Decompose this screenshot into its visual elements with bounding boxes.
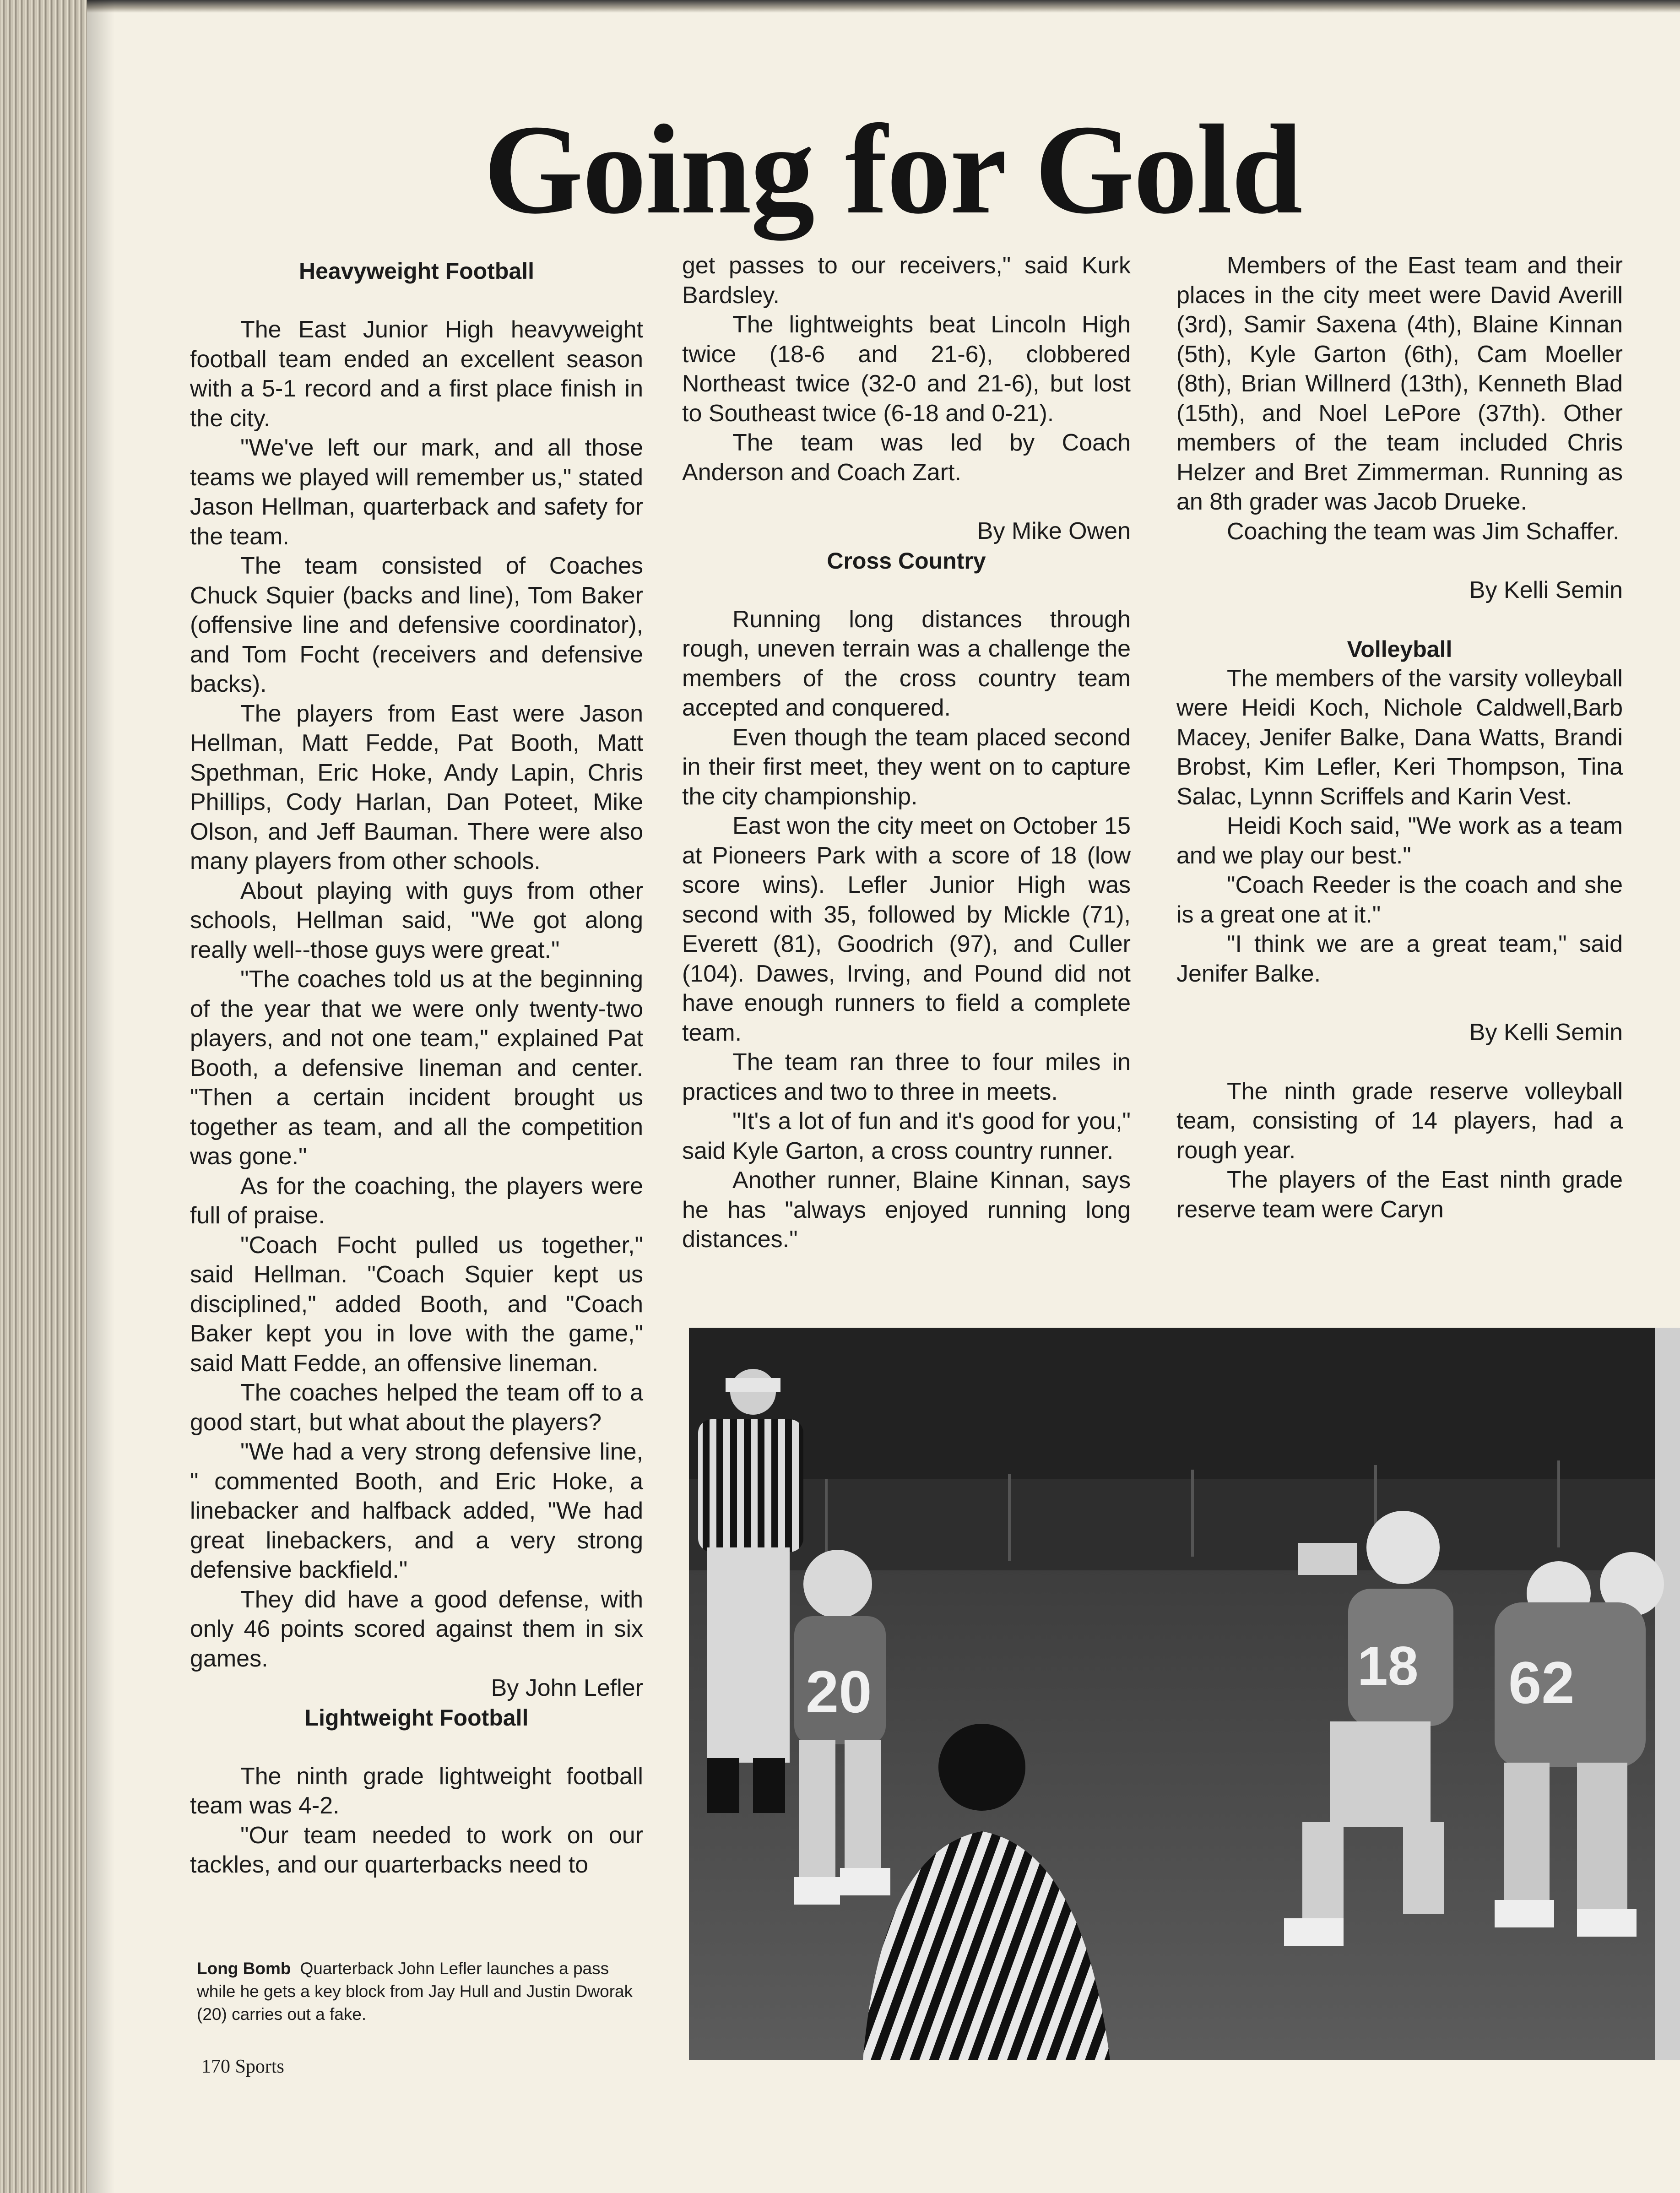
paragraph: East won the city meet on October 15 at Pioneers Park with a score of 18 (low score wins). Lefler Junior High was second with 35, followed by Mickle (71), Everett (81), Goodrich (97), and Culler (104). Dawes, Irving, and Pound did not have enough runners to field a complete team. <box>682 813 1131 1046</box>
paragraph: get passes to our receivers," said Kurk Bardsley. <box>682 252 1131 309</box>
jersey-number-20: 20 <box>806 1658 872 1725</box>
paragraph: The players of the East ninth grade reserve team were Caryn <box>1176 1167 1623 1223</box>
paragraph: "The coaches told us at the beginning of the year that we were only twenty-two players, and not one team," explained Pat Booth, a defensive lineman and center. "Then a certain incident brought us together as team, and all the competition was gone." <box>190 966 643 1170</box>
paragraph: As for the coaching, the players were full of praise. <box>190 1172 643 1229</box>
spacer <box>190 286 643 315</box>
spacer <box>682 575 1131 605</box>
paragraph: They did have a good defense, with only 46 points scored against them in six games. <box>190 1586 643 1672</box>
byline: By Kelli Semin <box>1469 1019 1623 1046</box>
paragraph: Members of the East team and their places in the city meet were David Averill (3rd), Samir Saxena (4th), Blaine Kinnan (5th), Kyle Garton (6th), Cam Moeller (8th), Brian Willnerd (13th), Kenneth Blad (15th), and Noel LePore (37th). Other members of the team included Chris Helzer and Bret Zimmerman. Running as an 8th grader was Jacob Drueke. <box>1176 252 1623 515</box>
paragraph: "We had a very strong defensive line, " commented Booth, and Eric Hoke, a linebacker and halfback added, "We had great linebackers, and a very strong defensive backfield." <box>190 1438 643 1583</box>
referee-back <box>698 1369 803 1813</box>
gutter-shadow <box>87 0 114 2193</box>
section-heading-volleyball: Volleyball <box>1347 636 1452 662</box>
paragraph: Heidi Koch said, "We work as a team and we play our best." <box>1176 813 1623 869</box>
paragraph: "Our team needed to work on our tackles, and our quarterbacks need to <box>190 1822 643 1878</box>
paragraph: "Coach Focht pulled us together," said Hellman. "Coach Squier kept us disciplined," added Booth, and "Coach Baker kept you in love with the game," said Matt Fedde, an offensive lineman. <box>190 1232 643 1377</box>
section-heading-cross-country: Cross Country <box>827 548 986 574</box>
caption-text: Quarterback John Lefler launches a pass while he gets a key block from Jay Hull and Justin Dworak (20) carries out a fake. <box>197 1959 633 2024</box>
jersey-number-18: 18 <box>1357 1635 1419 1697</box>
paragraph: The members of the varsity volleyball were Heidi Koch, Nichole Caldwell,Barb Macey, Jenifer Balke, Dana Watts, Brandi Brobst, Kim Lefler, Keri Thompson, Tina Salac, Lynnn Scriffels and Karin Vest. <box>1176 665 1623 810</box>
column-3 <box>1176 251 1623 1224</box>
paragraph: The team ran three to four miles in practices and two to three in meets. <box>682 1049 1131 1105</box>
paragraph: Running long distances through rough, uneven terrain was a challenge the members of the cross country team accepted and conquered. <box>682 606 1131 721</box>
paragraph: The players from East were Jason Hellman, Matt Fedde, Pat Booth, Matt Spethman, Eric Hoke, Andy Lapin, Chris Phillips, Cody Harlan, Dan Poteet, Mike Olson, and Jeff Bauman. There were also many players from other schools. <box>190 700 643 874</box>
spacer <box>190 1732 643 1762</box>
paragraph: "Coach Reeder is the coach and she is a great one at it." <box>1176 872 1623 928</box>
page-title: Going for Gold <box>483 98 1302 240</box>
paragraph: The lightweights beat Lincoln High twice (18-6 and 21-6), clobbered Northeast twice (32-0 and 21-6), but lost to Southeast twice (6-18 and 0-21). <box>682 311 1131 427</box>
paragraph: The ninth grade reserve volleyball team, consisting of 14 players, had a rough year. <box>1176 1078 1623 1164</box>
paragraph: The East Junior High heavyweight football team ended an excellent season with a 5-1 record and a first place finish in the city. <box>190 316 643 432</box>
jersey-number-62: 62 <box>1508 1649 1575 1716</box>
byline: By Kelli Semin <box>1469 577 1623 603</box>
paragraph: "It's a lot of fun and it's good for you," said Kyle Garton, a cross country runner. <box>682 1108 1131 1164</box>
paragraph: About playing with guys from other schools, Hellman said, "We got along really well--those guys were great." <box>190 877 643 963</box>
photo-caption <box>197 1957 650 2026</box>
paragraph: The coaches helped the team off to a good start, but what about the players? <box>190 1379 643 1436</box>
paragraph: The ninth grade lightweight football team was 4-2. <box>190 1763 643 1819</box>
page-top-edge <box>0 0 1680 13</box>
page-stack-edge <box>0 0 87 2193</box>
paragraph: The team consisted of Coaches Chuck Squier (backs and line), Tom Baker (offensive line and defensive coordinator), and Tom Focht (receivers and defensive backs). <box>190 553 643 697</box>
column-2 <box>682 251 1131 1254</box>
spacer <box>1176 605 1623 635</box>
section-heading-lightweight-football: Lightweight Football <box>304 1704 529 1731</box>
spacer <box>1176 1048 1623 1077</box>
football-photo-illustration <box>689 1328 1680 2060</box>
byline: By John Lefler <box>491 1675 643 1701</box>
paragraph: Even though the team placed second in their first meet, they went on to capture the city championship. <box>682 724 1131 810</box>
paragraph: The team was led by Coach Anderson and Coach Zart. <box>682 429 1131 486</box>
page-folio: 170 Sports <box>201 2056 284 2077</box>
caption-lead: Long Bomb <box>197 1959 291 1978</box>
spacer <box>682 487 1131 516</box>
spacer <box>1176 546 1623 575</box>
spacer <box>1176 988 1623 1018</box>
paragraph: Another runner, Blaine Kinnan, says he has "always enjoyed running long distances." <box>682 1167 1131 1253</box>
paragraph: "We've left our mark, and all those teams we played will remember us," stated Jason Hellman, quarterback and safety for the team. <box>190 434 643 550</box>
right-edge-pole <box>1655 1328 1680 2060</box>
section-heading-heavyweight-football: Heavyweight Football <box>299 258 534 284</box>
column-1 <box>190 256 643 1880</box>
football-photo <box>689 1328 1680 2060</box>
byline: By Mike Owen <box>977 518 1131 544</box>
paragraph: Coaching the team was Jim Schaffer. <box>1227 518 1620 545</box>
paragraph: "I think we are a great team," said Jenifer Balke. <box>1176 931 1623 987</box>
